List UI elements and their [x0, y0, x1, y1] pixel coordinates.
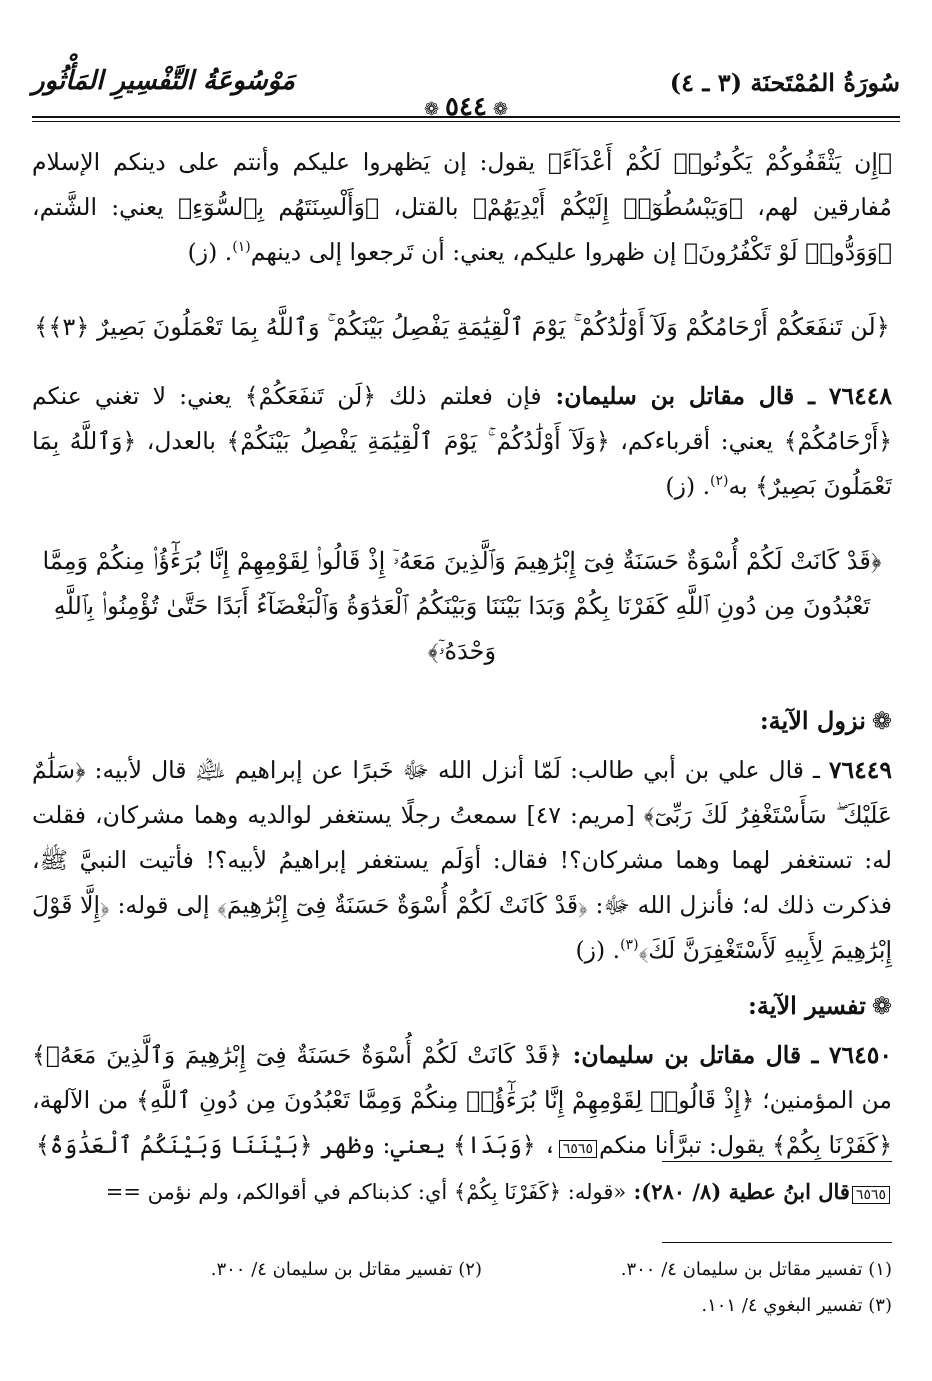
text: فإن فعلتم ذلك [376, 382, 542, 410]
footnotes [32, 1252, 892, 1324]
main-text [32, 140, 892, 1172]
quran-quote: ﴿وَلَآ أَوْلَٰدُكُمْ ۚ يَوْمَ ٱلْقِيَٰمَةِ يَفْصِلُ بَيْنَكُمْ﴾ [226, 427, 610, 455]
hadith-number: ٧٦٤٥٠ [828, 1041, 892, 1069]
text: بالعدل، [136, 427, 227, 455]
text: يعني: أقرباءكم، [609, 427, 784, 455]
quran-quote: ﴿قَدْ كَانَتْ لَكُمْ أُسْوَةٌ حَسَنَةٌ فِىٓ إِبْرَٰهِيمَ وَٱلَّذِينَ مَعَهُۥ﴾ [32, 1041, 563, 1069]
commentary-ref-box[interactable]: ٦٥٦٥ [559, 1140, 597, 1158]
quran-quote: ﴿وَيَبْسُطُوٓا۟ إِلَيْكُمْ أَيْدِيَهُمْ﴾ [472, 193, 744, 221]
hadith-number: ٧٦٤٤٩ [828, 756, 892, 784]
section-title: نزول الآية: [759, 706, 866, 735]
flower-icon: ❁ [871, 707, 892, 735]
paragraph [32, 748, 892, 973]
narrator: ـ قال مقاتل بن سليمان: [541, 382, 829, 410]
quran-quote: ﴿وَبَدَا﴾ [453, 1131, 536, 1159]
ornament-icon: ❁ [492, 99, 509, 120]
text: يقول: تبرَّأنا منكم [598, 1131, 773, 1159]
text: يعني: وظهر [312, 1131, 454, 1159]
footnote-1: (١) تفسير مقاتل بن سليمان ٤/ ٣٠٠. [620, 1259, 892, 1280]
section-title: تفسير الآية: [748, 991, 866, 1020]
text: «قوله: [561, 1180, 627, 1204]
quran-quote: ﴿إِن يَثْقَفُوكُمْ يَكُونُوا۟ لَكُمْ أَعْدَآءً﴾ [547, 148, 892, 176]
paragraph [32, 1033, 892, 1172]
footnote-ref[interactable]: (١) [232, 239, 251, 256]
flower-icon: ❁ [871, 992, 892, 1020]
text: من المؤمنين؛ [754, 1086, 892, 1114]
text: إلى قوله: [109, 891, 218, 919]
paragraph [32, 374, 892, 509]
quran-quote: ﴿سَلَٰمٌ عَلَيْكَ ۖ سَأَسْتَغْفِرُ لَكَ رَبِّىٓ﴾ [32, 756, 892, 829]
text: ـ قال علي بن أبي طالب: لَمّا أنزل الله ﷻ خَبرًا عن إبراهيم ﵇ قال لأبيه: [85, 756, 829, 784]
commentary-note [32, 1172, 892, 1215]
quran-quote: ﴿وَٱللَّهُ بِمَا تَعْمَلُونَ بَصِيرٌ﴾ [32, 427, 892, 500]
ornament-icon: ❁ [423, 99, 440, 120]
quran-quote: ﴿قَدْ كَانَتْ لَكُمْ أُسْوَةٌ حَسَنَةٌ فِىٓ إِبْرَٰهِيمَ﴾ [217, 891, 588, 919]
footnote-divider-2 [662, 1242, 892, 1243]
footnote-ref[interactable]: (٢) [710, 473, 729, 490]
quran-quote: ﴿أَرْحَامُكُمْ﴾ [783, 427, 892, 455]
quran-quote: ﴿كَفَرْنَا بِكُمْ﴾ [772, 1131, 892, 1159]
page-number-value: ٥٤٤ [445, 92, 487, 122]
quran-quote: ﴿وَأَلْسِنَتَهُم بِٱلسُّوٓءِ﴾ [178, 193, 380, 221]
footnote-3: (٣) تفسير البغوي ٤/ ١٠١. [701, 1295, 892, 1316]
section-heading-tafsir [32, 983, 892, 1029]
ayah-verse-4: ﴿قَدْ كَانَتْ لَكُمْ أُسْوَةٌ حَسَنَةٌ فِىٓ إِبْرَٰهِيمَ وَٱلَّذِينَ مَعَهُۥٓ إِذْ قَالُوا۟ لِقَوْمِهِمْ إِنَّا بُرَءَٰٓؤُا۟ مِنكُمْ وَمِمَّا تَعْبُدُونَ مِن دُونِ ٱللَّهِ كَفَرْنَا بِكُمْ وَبَدَا بَيْنَنَا وَبَيْنَكُمُ ٱلْعَدَٰوَةُ وَٱلْبَغْضَآءُ أَبَدًا حَتَّىٰ تُؤْمِنُوا۟ بِٱللَّهِ وَحْدَهُۥٓ﴾ [42, 547, 882, 665]
text: . (ز) [665, 472, 711, 500]
ayah-verse-3: ﴿لَن تَنفَعَكُمْ أَرْحَامُكُمْ وَلَآ أَوْلَٰدُكُمْ ۚ يَوْمَ ٱلْقِيَٰمَةِ يَفْصِلُ بَيْنَكُمْ ۚ وَٱللَّهُ بِمَا تَعْمَلُونَ بَصِيرٌ ﴿٣﴾﴾ [34, 313, 890, 341]
footnote-divider [662, 1161, 892, 1162]
text: . (ز) [187, 238, 233, 266]
paragraph [32, 140, 892, 275]
section-heading-revelation [32, 698, 892, 744]
quran-quote: ﴿بَيْنَنَا وَبَيْنَكُمُ ٱلْعَدَٰوَةُ﴾ [35, 1131, 313, 1159]
book-title: مَوْسُوعَةُ التَّفْسِيرِ المَأْثُور [32, 66, 295, 96]
footnote-row [32, 1252, 892, 1288]
text: [مريم: ٤٧] سمعتُ رجلًا يستغفر لوالديه وهما مشركان، فقلت له: تستغفر لهما وهما مشركان؟! فقال: أوَلَم يستغفر إبراهيمُ لأبيه؟! فأتيت النبيَّ ﷺ، فذكرت ذلك له؛ فأنزل الله ﷻ: [32, 801, 892, 919]
narrator: ـ قال مقاتل بن سليمان: [562, 1041, 829, 1069]
page-number [0, 92, 932, 122]
quran-quote: ﴿لَن تَنفَعَكُمْ﴾ [244, 382, 377, 410]
quran-quote: ﴿إِلَّا قَوْلَ إِبْرَٰهِيمَ لِأَبِيهِ لَأَسْتَغْفِرَنَّ لَكَ﴾ [32, 891, 892, 964]
text: . (ز) [575, 936, 621, 964]
text: يعني: لا تغني عنكم [32, 382, 245, 410]
text: من الآلهة، [32, 1086, 137, 1114]
text: بالقتل، [379, 193, 473, 221]
text: ، [535, 1131, 557, 1159]
text: يقول: إن يَظهروا عليكم وأنتم على دينكم الإسلام مُفارقين لهم، [32, 148, 892, 221]
text: يعني: الشَّتم، [32, 193, 178, 221]
commentary-box-number: ٦٥٦٥ [852, 1186, 890, 1204]
text: به [728, 472, 756, 500]
quran-quote: ﴿وَوَدُّوا۟ لَوْ تَكْفُرُونَ﴾ [683, 238, 892, 266]
quran-quote: ﴿كَفَرْنَا بِكُمْ﴾ [453, 1180, 562, 1204]
text: إن ظهروا عليكم، يعني: أن تَرجعوا إلى دينهم [250, 238, 684, 266]
hadith-number: ٧٦٤٤٨ [828, 382, 892, 410]
footnote-2: (٢) تفسير مقاتل بن سليمان ٤/ ٣٠٠. [210, 1259, 482, 1280]
text: أي: كذبناكم في أقوالكم، ولم نؤمن == [105, 1180, 454, 1204]
quran-quote: ﴿إِذْ قَالُوا۟ لِقَوْمِهِمْ إِنَّا بُرَءَٰٓؤُا۟ مِنكُمْ وَمِمَّا تَعْبُدُونَ مِن دُونِ ٱللَّهِ﴾ [136, 1086, 755, 1114]
surah-title: سُورَةُ المُمْتَحنَة (٣ ـ ٤) [669, 68, 900, 97]
commentary-author: قال ابنُ عطية (٨/ ٢٨٠): [626, 1179, 850, 1204]
footnote-ref[interactable]: (٣) [620, 937, 639, 954]
footnote-row [32, 1288, 892, 1324]
